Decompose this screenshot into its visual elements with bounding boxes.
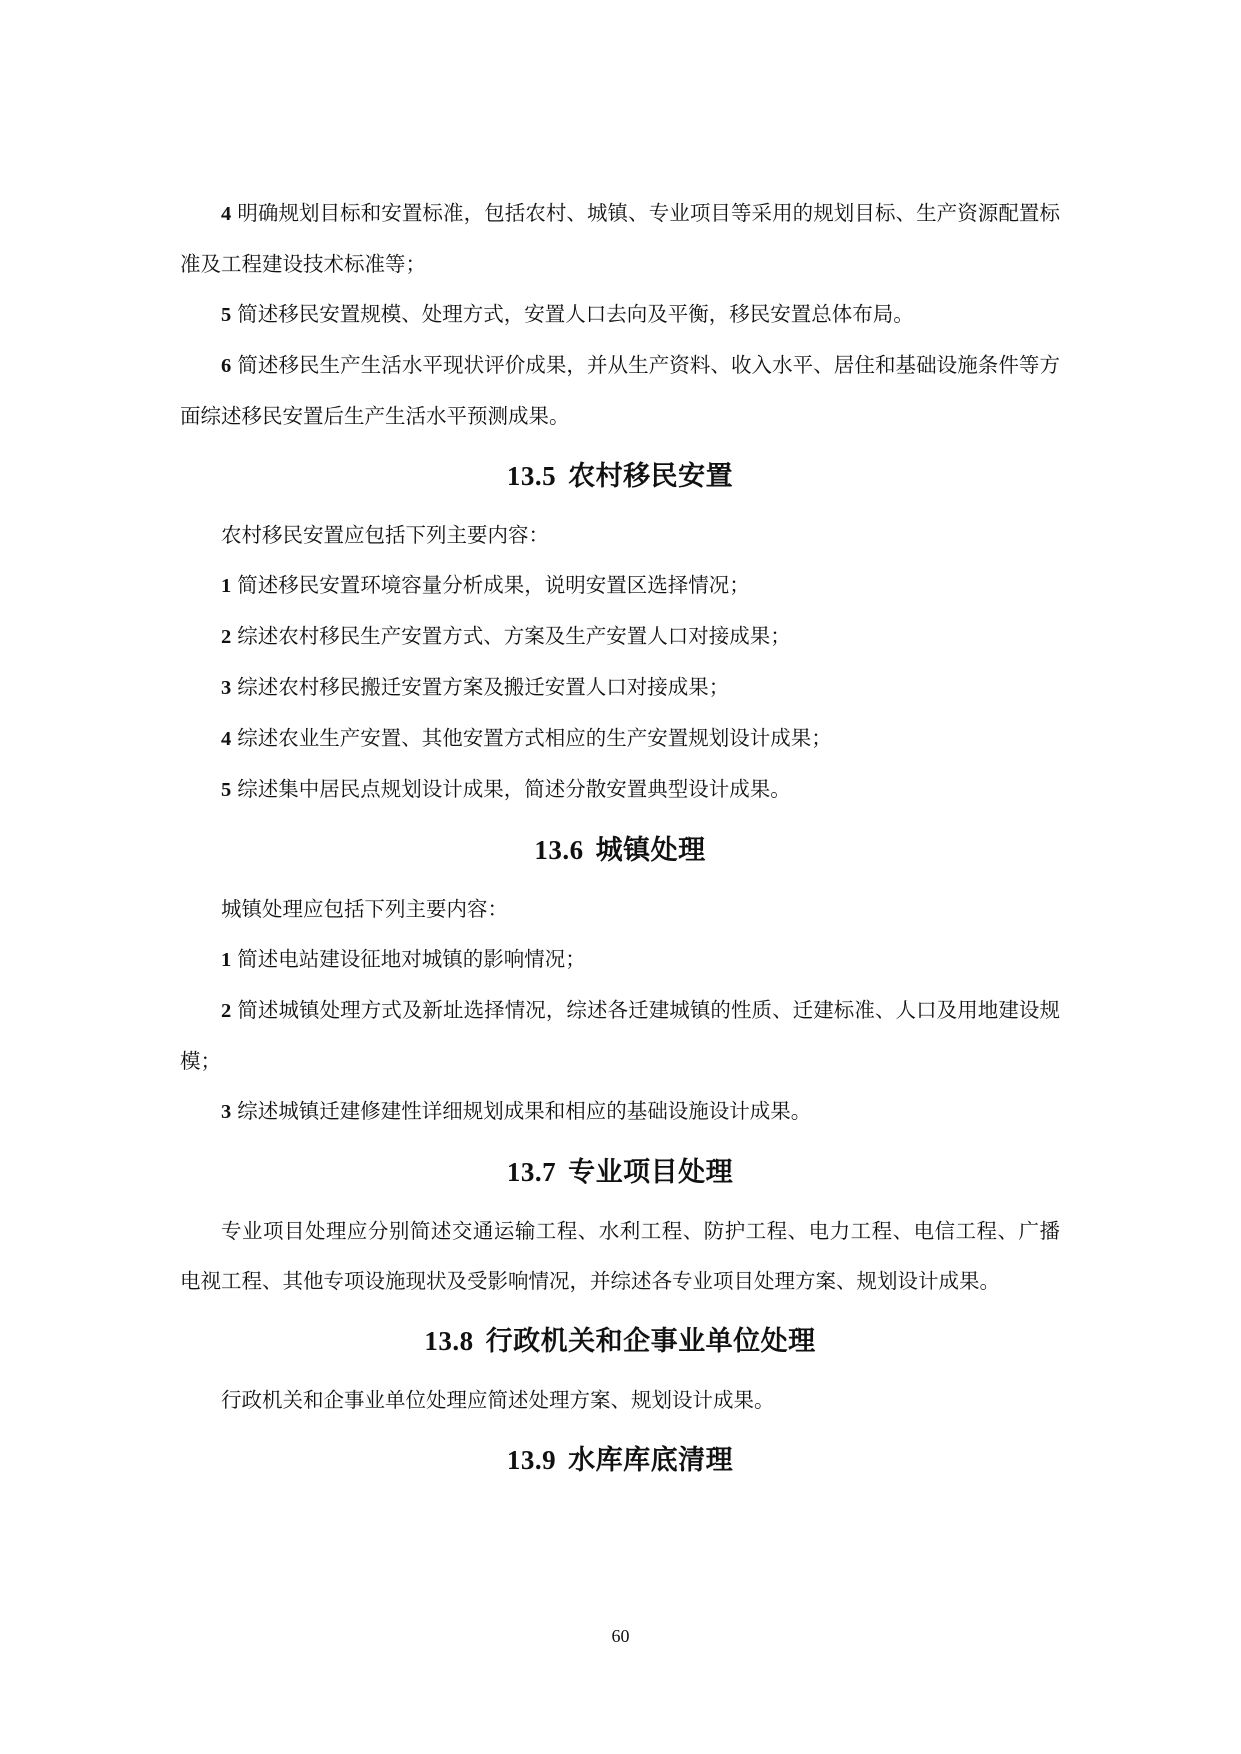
- section-lead: 城镇处理应包括下列主要内容：: [221, 897, 508, 921]
- section-heading-13-7: 13.7 专业项目处理: [506, 1157, 734, 1188]
- list-item: 5 综述集中居民点规划设计成果，简述分散安置典型设计成果。: [221, 777, 791, 801]
- section-lead: 农村移民安置应包括下列主要内容：: [221, 523, 549, 547]
- section-body: 专业项目处理应分别简述交通运输工程、水利工程、防护工程、电力工程、电信工程、广播电视工程、其他专项设施现状及受影响情况，并综述各专业项目处理方案、规划设计成果。: [180, 1219, 1060, 1293]
- section-heading-13-8: 13.8 行政机关和企事业单位处理: [424, 1326, 816, 1357]
- section-heading-13-9: 13.9 水库库底清理: [506, 1445, 734, 1476]
- list-item: 6 简述移民生产生活水平现状评价成果，并从生产资料、收入水平、居住和基础设施条件等方面综述移民安置后生产生活水平预测成果。: [180, 353, 1060, 428]
- list-item: 2 简述城镇处理方式及新址选择情况，综述各迁建城镇的性质、迁建标准、人口及用地建设规模；: [180, 998, 1060, 1073]
- list-item: 1 简述移民安置环境容量分析成果，说明安置区选择情况；: [221, 573, 750, 597]
- section-heading-13-6: 13.6 城镇处理: [534, 835, 706, 866]
- section-body: 行政机关和企事业单位处理应简述处理方案、规划设计成果。: [221, 1388, 775, 1412]
- list-item: 2 综述农村移民生产安置方式、方案及生产安置人口对接成果；: [221, 624, 791, 648]
- list-item: 4 明确规划目标和安置标准，包括农村、城镇、专业项目等采用的规划目标、生产资源配置标准及工程建设技术标准等；: [180, 201, 1060, 276]
- list-item: 3 综述城镇迁建修建性详细规划成果和相应的基础设施设计成果。: [221, 1099, 812, 1123]
- list-item: 3 综述农村移民搬迁安置方案及搬迁安置人口对接成果；: [221, 675, 730, 699]
- list-item: 1 简述电站建设征地对城镇的影响情况；: [221, 947, 586, 971]
- page-number: 60: [611, 1626, 630, 1646]
- section-heading-13-5: 13.5 农村移民安置: [506, 461, 734, 492]
- list-item: 5 简述移民安置规模、处理方式，安置人口去向及平衡，移民安置总体布局。: [221, 302, 914, 326]
- document-page: [180, 188, 1060, 1494]
- list-item: 4 综述农业生产安置、其他安置方式相应的生产安置规划设计成果；: [221, 726, 832, 750]
